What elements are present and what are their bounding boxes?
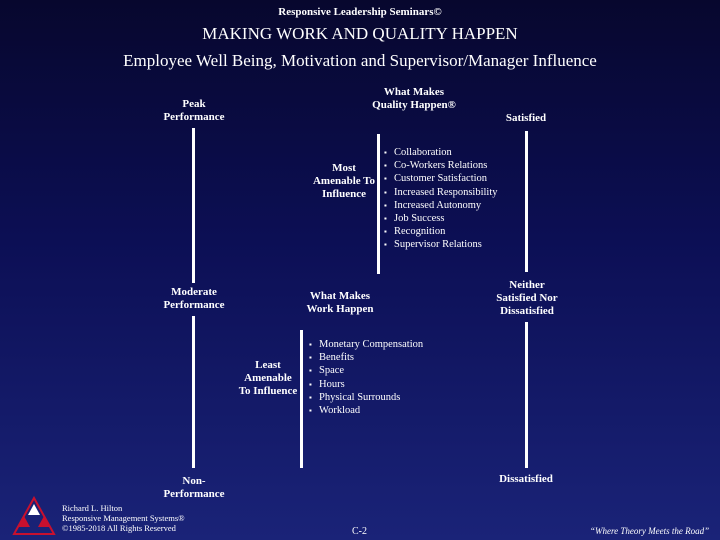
least-amenable-label: Least Amenable To Influence xyxy=(238,359,298,397)
list-item: ▪ Benefits xyxy=(309,351,423,364)
work-factors-list xyxy=(309,338,423,417)
left-scale-upper-bar xyxy=(192,128,195,283)
company-name: Responsive Management Systems® xyxy=(62,513,185,523)
right-scale-lower-bar xyxy=(525,322,528,468)
page-number: C-2 xyxy=(352,526,367,537)
list-item: ▪ Co-Workers Relations xyxy=(384,159,498,172)
company-logo-icon xyxy=(10,496,58,536)
copyright-text: ©1985-2018 All Rights Reserved xyxy=(62,523,176,533)
moderate-performance-label: Moderate Performance xyxy=(163,286,225,311)
list-item: ▪ Monetary Compensation xyxy=(309,338,423,351)
footer-credits xyxy=(62,503,185,533)
seminar-name: Responsive Leadership Seminars© xyxy=(278,6,442,18)
list-item: ▪ Physical Surrounds xyxy=(309,391,423,404)
non-performance-label: Non-Performance xyxy=(163,475,225,500)
list-item: ▪ Customer Satisfaction xyxy=(384,172,498,185)
list-item: ▪ Workload xyxy=(309,404,423,417)
author-name: Richard L. Hilton xyxy=(62,503,123,513)
quality-divider-bar xyxy=(377,134,380,274)
quality-heading: What Makes Quality Happen® xyxy=(372,86,456,111)
list-item: ▪ Hours xyxy=(309,378,423,391)
list-item: ▪ Job Success xyxy=(384,212,498,225)
list-item: ▪ Increased Autonomy xyxy=(384,199,498,212)
list-item: ▪ Supervisor Relations xyxy=(384,238,498,251)
list-item: ▪ Collaboration xyxy=(384,146,498,159)
tagline: “Where Theory Meets the Road” xyxy=(590,526,710,536)
peak-performance-label: Peak Performance xyxy=(163,98,225,123)
neither-satisfied-label: Neither Satisfied Nor Dissatisfied xyxy=(496,279,558,317)
most-amenable-label: Most Amenable To Influence xyxy=(312,162,376,200)
right-scale-upper-bar xyxy=(525,131,528,272)
quality-factors-list xyxy=(384,146,498,252)
left-scale-lower-bar xyxy=(192,316,195,468)
page-subtitle: Employee Well Being, Motivation and Supervisor/Manager Influence xyxy=(123,51,597,70)
satisfied-label: Satisfied xyxy=(505,112,547,124)
work-heading: What Makes Work Happen xyxy=(306,290,374,315)
list-item: ▪ Increased Responsibility xyxy=(384,186,498,199)
dissatisfied-label: Dissatisfied xyxy=(499,473,553,485)
page-title: MAKING WORK AND QUALITY HAPPEN xyxy=(202,24,518,43)
list-item: ▪ Space xyxy=(309,364,423,377)
list-item: ▪ Recognition xyxy=(384,225,498,238)
work-divider-bar xyxy=(300,330,303,468)
